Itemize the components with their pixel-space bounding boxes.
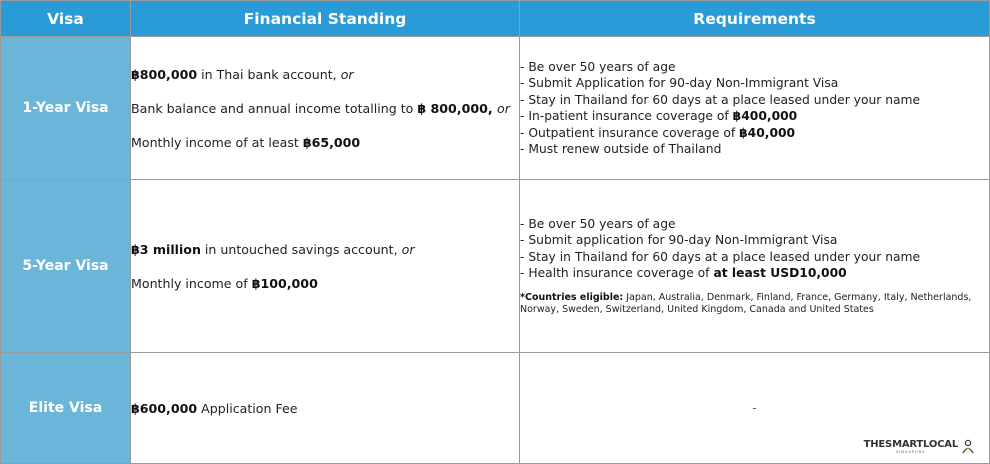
eligible-countries-note [520,292,989,317]
requirements-list [520,216,989,282]
table-row [1,37,990,180]
financial-line: Monthly income of ฿100,000 [131,275,318,291]
visa-type-cell: Elite Visa [1,353,131,464]
financial-standing-cell [131,353,520,464]
empty-requirements-dash: - [752,400,757,415]
financial-line: ฿600,000 Application Fee [131,400,298,416]
header-requirements: Requirements [520,1,990,37]
countries-list: Japan, Australia, Denmark, Finland, France, Germany, Italy, Netherlands, Norway, Sweden, Switzerland, United Kingdom, Canada and United States [520,291,972,315]
requirement-item: - Be over 50 years of age [520,59,676,74]
financial-line: ฿800,000 in Thai bank account, or [131,66,354,82]
visa-type-cell: 1-Year Visa [1,37,131,180]
requirement-item: - In-patient insurance coverage of ฿400,000 [520,109,798,123]
person-icon [961,439,975,455]
requirement-item: - Submit Application for 90-day Non-Immigrant Visa [520,76,839,90]
financial-line: Monthly income of at least ฿65,000 [131,134,361,150]
logo-subtext: SINGAPORE [896,450,926,454]
financial-line: ฿3 million in untouched savings account, or [131,241,415,257]
requirement-item: - Be over 50 years of age [520,216,676,231]
requirement-item: - Submit application for 90-day Non-Immigrant Visa [520,233,838,247]
requirement-item: - Must renew outside of Thailand [520,142,722,156]
financial-standing-cell [131,37,520,180]
financial-standing-cell [131,180,520,353]
requirement-item: - Stay in Thailand for 60 days at a place leased under your name [520,249,921,264]
table-row [1,353,990,464]
visa-type-cell: 5-Year Visa [1,180,131,353]
logo-wordmark: THESMARTLOCAL [863,439,958,450]
requirement-item: - Outpatient insurance coverage of ฿40,000 [520,125,796,140]
requirement-item: - Stay in Thailand for 60 days at a place leased under your name [520,92,921,107]
requirements-cell [520,353,990,464]
countries-label: *Countries eligible: [520,291,624,303]
requirement-item: - Health insurance coverage of at least USD10,000 [520,266,847,280]
requirements-list [520,59,989,158]
table-row [1,180,990,353]
requirements-cell [520,37,990,180]
header-financial-standing: Financial Standing [131,1,520,37]
requirements-cell [520,180,990,353]
header-row [1,1,990,37]
header-visa: Visa [1,1,131,37]
financial-line: Bank balance and annual income totalling to ฿ 800,000, or [131,100,510,116]
thesmartlocal-logo [864,439,975,455]
